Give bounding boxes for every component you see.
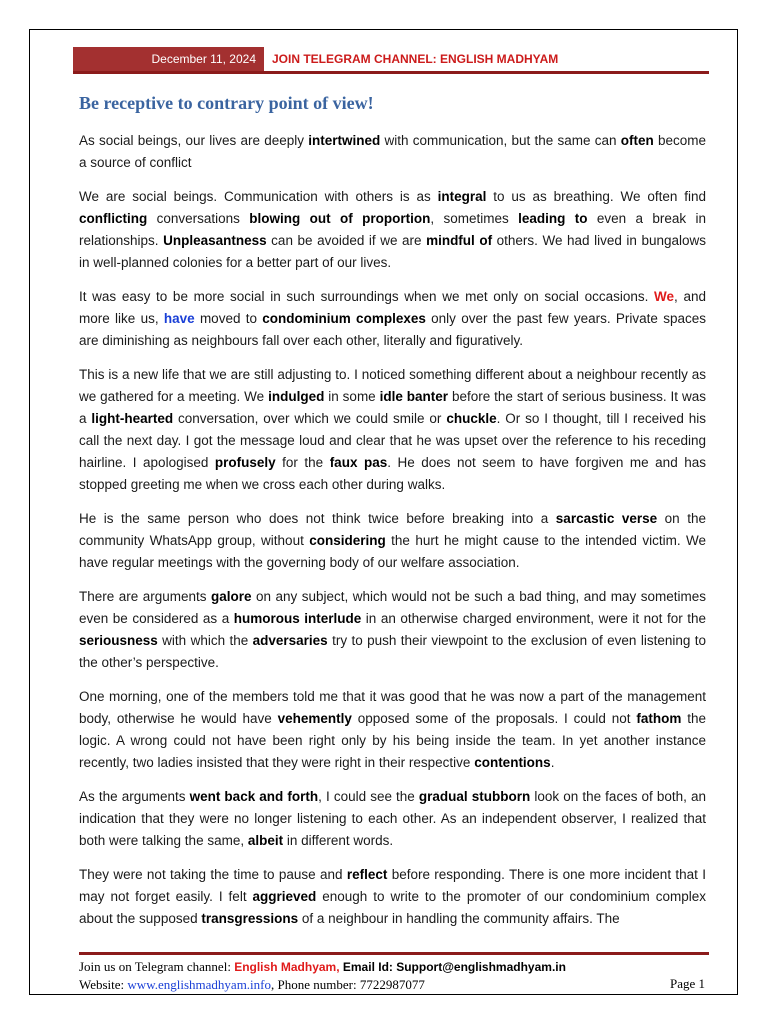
text-run: in different words.: [283, 833, 394, 848]
keyword: went back and forth: [189, 789, 319, 804]
text-run: of a neighbour in handling the community affairs. The: [298, 911, 620, 926]
text-run: This is a new life that we are still adjusting to. I noticed something different about a neighbour recently as we gathered for a meeting. We: [79, 367, 706, 404]
keyword: fathom: [636, 711, 682, 726]
article-paragraph: [79, 786, 706, 852]
keyword: often: [620, 133, 654, 148]
text-run: . He does not seem to have forgiven me and has stopped greeting me when we cross each other during walks.: [79, 455, 706, 492]
footer: [79, 958, 709, 993]
keyword: indulged: [268, 389, 325, 404]
text-run: on the community WhatsApp group, without: [79, 511, 706, 548]
text-run: the logic. A wrong could not have been right only by his being inside the team. In yet another instance recently, two ladies insisted that they were right in their respective: [79, 711, 706, 770]
keyword: condominium complexes: [262, 311, 426, 326]
text-run: We are social beings. Communication with others is as: [79, 189, 438, 204]
keyword: transgressions: [201, 911, 299, 926]
text-run: before the start of serious business. It was a: [79, 389, 706, 426]
footer-website-prefix: Website:: [79, 977, 128, 992]
footer-telegram-prefix: Join us on Telegram channel:: [79, 959, 235, 974]
article-title: Be receptive to contrary point of view!: [79, 93, 374, 113]
keyword: blowing out of proportion: [249, 211, 431, 226]
text-run: It was easy to be more social in such surroundings when we met only on social occasions.: [79, 289, 655, 304]
header-date: December 11, 2024: [73, 47, 264, 71]
keyword: faux pas: [329, 455, 388, 470]
text-run: , sometimes: [430, 211, 519, 226]
article-paragraph: [79, 186, 706, 274]
text-run: others. We had lived in bungalows in well-planned colonies for a better part of our lives.: [79, 233, 706, 270]
keyword: light-hearted: [91, 411, 174, 426]
text-run: in an otherwise charged environment, were it not for the: [361, 611, 706, 626]
article-paragraph: [79, 130, 706, 174]
text-run: They were not taking the time to pause and: [79, 867, 347, 882]
keyword: gradual stubborn: [418, 789, 531, 804]
keyword: humorous interlude: [233, 611, 362, 626]
article-paragraph: [79, 286, 706, 352]
text-run: only over the past few years. Private spaces are diminishing as neighbours fall over each other, literally and figuratively.: [79, 311, 706, 348]
keyword: Unpleasantness: [163, 233, 267, 248]
keyword-red: We: [654, 289, 675, 304]
footer-line-2: [79, 976, 709, 993]
keyword: vehemently: [277, 711, 352, 726]
text-run: the hurt he might cause to the intended victim. We have regular meetings with the governing body of our welfare association.: [79, 533, 706, 570]
keyword: chuckle: [446, 411, 497, 426]
text-run: , I could see the: [318, 789, 419, 804]
footer-website-link[interactable]: www.englishmadhyam.info: [127, 977, 271, 992]
text-run: try to push their viewpoint to the exclusion of even listening to the other’s perspective.: [79, 633, 706, 670]
text-run: There are arguments: [79, 589, 212, 604]
article-paragraph: [79, 508, 706, 574]
text-run: One morning, one of the members told me that it was good that he was now a part of the management body, otherwise he would have: [79, 689, 706, 726]
keyword: intertwined: [308, 133, 381, 148]
text-run: become a source of conflict: [79, 133, 706, 170]
keyword: reflect: [346, 867, 388, 882]
keyword: contentions: [474, 755, 551, 770]
text-run: As the arguments: [79, 789, 190, 804]
footer-telegram-name: English Madhyam,: [234, 960, 340, 974]
text-run: opposed some of the proposals. I could not: [351, 711, 637, 726]
footer-email: Email Id: Support@englishmadhyam.in: [339, 960, 566, 974]
keyword: galore: [211, 589, 252, 604]
text-run: . Or so I thought, till I received his call the next day. I got the message loud and clear that he was upset over the reference to his receding hairline. I apologised: [79, 411, 706, 470]
article-paragraph: [79, 864, 706, 930]
text-run: before responding. There is one more incident that I may not forget easily. I felt: [79, 867, 706, 904]
article-paragraph: [79, 686, 706, 774]
text-run: with communication, but the same can: [380, 133, 621, 148]
keyword: idle banter: [379, 389, 449, 404]
keyword: mindful of: [426, 233, 493, 248]
article-paragraph: [79, 586, 706, 674]
header-bar: [73, 47, 709, 74]
keyword: considering: [309, 533, 386, 548]
keyword: leading to: [518, 211, 588, 226]
header-telegram-channel: JOIN TELEGRAM CHANNEL: ENGLISH MADHYAM: [272, 52, 559, 66]
keyword: albeit: [247, 833, 284, 848]
keyword: profusely: [214, 455, 276, 470]
text-run: with which the: [157, 633, 253, 648]
keyword: seriousness: [79, 633, 158, 648]
footer-rule: [79, 952, 709, 955]
article-paragraph: [79, 364, 706, 496]
keyword: conflicting: [79, 211, 148, 226]
text-run: , and more like us,: [79, 289, 706, 326]
text-run: for the: [275, 455, 330, 470]
text-run: can be avoided if we are: [266, 233, 427, 248]
text-run: conversations: [147, 211, 250, 226]
text-run: He is the same person who does not think twice before breaking into a: [79, 511, 556, 526]
text-run: look on the faces of both, an indication that they were no longer listening to each other. As an independent observer, I realized that both were talking the same,: [79, 789, 707, 848]
footer-line-1: [79, 958, 709, 976]
keyword: integral: [437, 189, 487, 204]
text-run: enough to write to the promoter of our condominium complex about the supposed: [79, 889, 706, 926]
text-run: even a break in relationships.: [79, 211, 707, 248]
text-run: on any subject, which would not be such a bad thing, and may sometimes even be considered as a: [79, 589, 707, 626]
text-run: in some: [324, 389, 380, 404]
keyword: sarcastic verse: [555, 511, 658, 526]
text-run: .: [550, 755, 555, 770]
keyword: adversaries: [252, 633, 328, 648]
footer-phone: , Phone number: 7722987077: [271, 977, 425, 992]
keyword: aggrieved: [252, 889, 317, 904]
text-run: to us as breathing. We often find: [486, 189, 706, 204]
text-run: moved to: [194, 311, 263, 326]
page-number: Page 1: [669, 976, 705, 991]
article-body: [79, 130, 706, 942]
text-run: conversation, over which we could smile or: [173, 411, 447, 426]
text-run: As social beings, our lives are deeply: [79, 133, 309, 148]
keyword-blue: have: [163, 311, 195, 326]
